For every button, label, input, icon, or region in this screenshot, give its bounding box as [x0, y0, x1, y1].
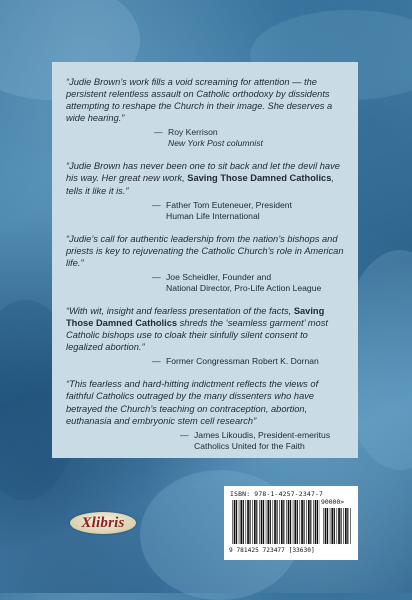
- barcode-addon-price: 90000>: [321, 498, 344, 506]
- attribution-line: Roy Kerrison: [168, 127, 218, 137]
- endorsement-quote-block: [66, 378, 346, 451]
- endorsement-attribution: [66, 283, 346, 294]
- quote-text: “With wit, insight and fearless presentation of the facts,: [66, 306, 294, 316]
- barcode-bars: [232, 500, 320, 544]
- endorsement-attribution: [66, 211, 346, 222]
- endorsement-attribution: [66, 441, 346, 452]
- endorsement-attribution: [66, 138, 346, 149]
- book-title: Saving Those Damned Catholics: [66, 306, 324, 328]
- quote-text: “Judie’s call for authentic leadership from the nation’s bishops and priests is key to rejuvenating the Catholic Church’s role in American life.”: [66, 234, 344, 268]
- isbn-barcode: [224, 486, 358, 560]
- endorsement-attribution: — James Likoudis, President-emeritus: [66, 430, 346, 441]
- book-title: Saving Those Damned Catholics: [187, 173, 331, 183]
- barcode-digits: 9 781425 723477 [33630]: [229, 547, 315, 554]
- quote-text: “This fearless and hard-hitting indictment reflects the views of faithful Catholics outraged by the many dissenters who have betrayed the Church’s teaching on contraception, abortion, euthanasia and embryonic stem cell research”: [66, 379, 318, 425]
- endorsement-attribution: — Father Tom Euteneuer, President: [66, 200, 346, 211]
- attribution-line: New York Post columnist: [168, 138, 263, 148]
- attribution-line: Human Life International: [166, 211, 260, 221]
- attribution-line: National Director, Pro-Life Action League: [166, 283, 321, 293]
- attribution-line: James Likoudis, President-emeritus: [194, 430, 330, 440]
- endorsement-quote-block: [66, 76, 346, 149]
- xlibris-logo: [70, 512, 136, 534]
- endorsement-quote-block: [66, 233, 346, 294]
- endorsements-panel: [52, 62, 358, 458]
- endorsement-quote-block: [66, 160, 346, 221]
- attribution-line: Former Congressman Robert K. Dornan: [166, 356, 319, 366]
- isbn-label: ISBN: 978-1-4257-2347-7: [230, 490, 352, 498]
- endorsement-quote: [66, 76, 346, 124]
- attribution-line: Catholics United for the Faith: [194, 441, 305, 451]
- endorsement-quote: [66, 305, 346, 353]
- endorsement-quote: [66, 378, 346, 426]
- quote-text: shreds the ‘seamless garment’ most Catholic bishops use to cloak their sinfully silent consent to legalized abortion.”: [66, 318, 328, 352]
- quote-text: “Judie Brown has never been one to sit back and let the devil have his way. Her great new work,: [66, 161, 340, 183]
- xlibris-logo-text: Xlibris: [81, 515, 124, 532]
- endorsement-attribution: — Former Congressman Robert K. Dornan: [66, 356, 346, 367]
- quote-text: “Judie Brown’s work fills a void screaming for attention — the persistent relentless assault on Catholic orthodoxy by dissidents attempting to reshape the Church in their image. She deserves a wide hearing.”: [66, 77, 332, 123]
- attribution-line: Father Tom Euteneuer, President: [166, 200, 292, 210]
- endorsement-attribution: — Joe Scheidler, Founder and: [66, 272, 346, 283]
- attribution-line: Joe Scheidler, Founder and: [166, 272, 271, 282]
- endorsement-quote: [66, 233, 346, 269]
- endorsement-attribution: — Roy Kerrison: [66, 127, 346, 138]
- endorsement-quote: [66, 160, 346, 196]
- barcode-addon-bars: [323, 508, 351, 544]
- endorsement-quote-block: [66, 305, 346, 367]
- quote-text: , tells it like it is.”: [66, 173, 334, 195]
